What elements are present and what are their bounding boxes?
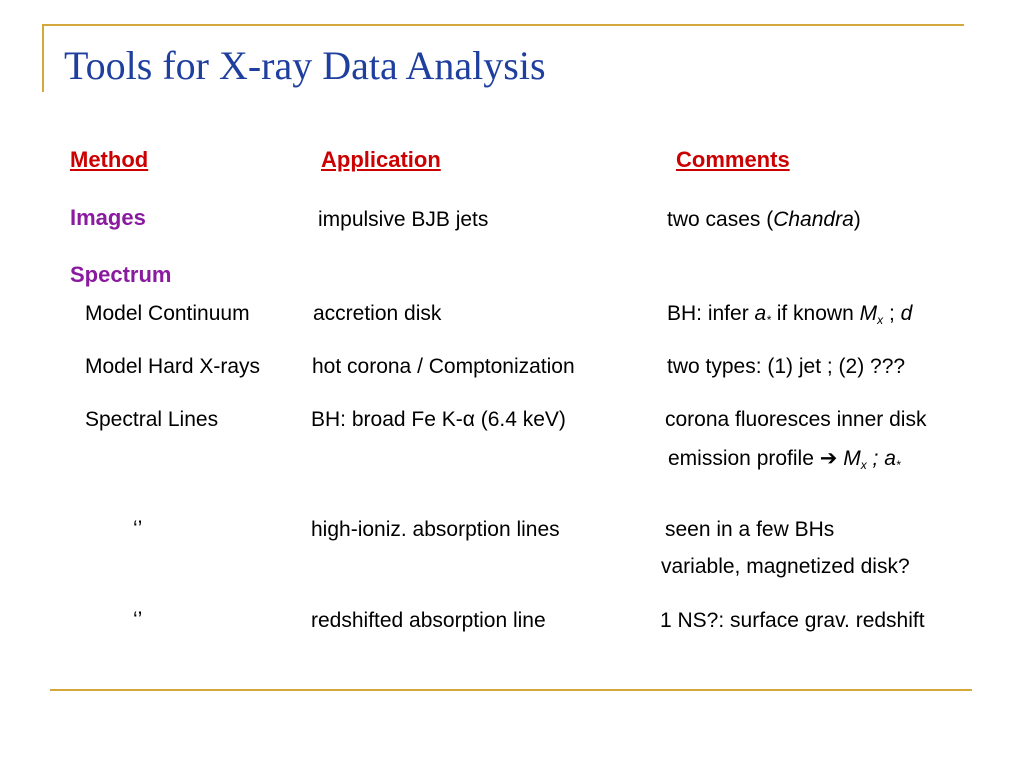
header-application: Application <box>321 147 441 172</box>
lines-comment-1: corona fluoresces inner disk <box>665 408 927 431</box>
hard-comment: two types: (1) jet ; (2) ??? <box>667 355 906 378</box>
section-images: Images <box>70 205 146 230</box>
lines-method: Spectral Lines <box>85 408 219 431</box>
continuum-application: accretion disk <box>313 302 442 325</box>
absorption-method: ‘’ <box>133 517 143 540</box>
absorption-comment-2: variable, magnetized disk? <box>661 555 910 578</box>
redshifted-comment: 1 NS?: surface grav. redshift <box>660 609 925 632</box>
left-accent-bar <box>42 24 44 92</box>
bottom-rule <box>50 689 972 691</box>
redshifted-method: ‘’ <box>133 608 143 631</box>
redshifted-application: redshifted absorption line <box>311 609 546 632</box>
lines-application: BH: broad Fe K-α (6.4 keV) <box>311 408 566 431</box>
images-application: impulsive BJB jets <box>318 208 489 231</box>
hard-application: hot corona / Comptonization <box>312 355 575 378</box>
section-spectrum: Spectrum <box>70 262 172 287</box>
continuum-comment: BH: infer $a_*$ if known $M_x$ ; d <box>667 302 913 327</box>
absorption-application: high-ioniz. absorption lines <box>311 518 560 541</box>
slide-title: Tools for X-ray Data Analysis <box>64 43 546 88</box>
lines-comment-2: emission profile ➔ $M_x$ ; $a_*$ <box>668 447 901 472</box>
hard-method: Model Hard X-rays <box>85 355 261 378</box>
top-rule <box>42 24 964 26</box>
images-comment: two cases (Chandra) <box>667 208 861 231</box>
absorption-comment-1: seen in a few BHs <box>665 518 835 541</box>
header-comments: Comments <box>676 147 790 172</box>
header-method: Method <box>70 147 149 172</box>
arrow-right-icon: ➔ <box>819 447 838 470</box>
continuum-method: Model Continuum <box>85 302 250 325</box>
